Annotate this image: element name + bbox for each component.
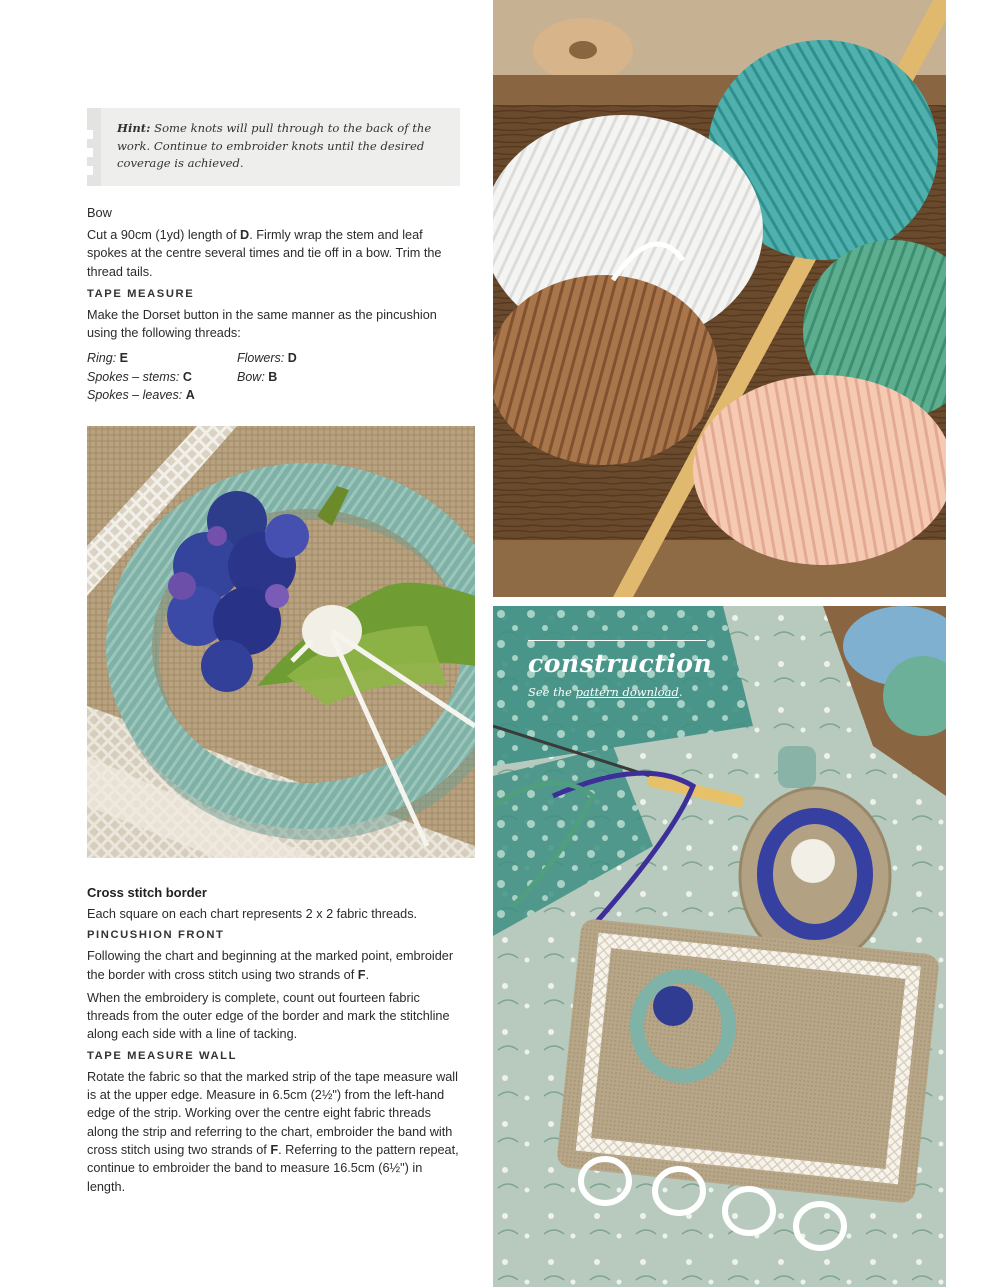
thread-list [87,349,387,405]
bow-instructions [87,226,462,281]
hint-box [87,108,460,186]
construction-sub-end: . [678,685,683,699]
thread-row [87,349,387,368]
tape-measure-text: Make the Dorset button in the same manner as the pincushion using the following threads: [87,308,437,341]
bow-text-after: . Firmly wrap the stem and leaf spokes at the centre several times and tie off in a bow. Trim the thread tails. [87,228,442,279]
cross-stitch-section [87,885,462,1196]
bow-section [87,204,462,281]
thread-label: Ring: [87,351,117,365]
thread-value: B [268,369,278,384]
thread-row [87,368,387,387]
thread-value: D [287,351,297,365]
finished-pieces-illustration [493,606,946,1287]
thread-bow [237,368,387,387]
yarn-box-illustration [493,0,946,597]
construction-rule [528,640,706,641]
pincushion-paragraph-1 [87,947,462,984]
bow-thread: D [240,228,250,242]
thread-label: Flowers: [237,351,285,365]
thread-value: C [182,369,192,384]
cross-stitch-heading: Cross stitch border [87,885,207,900]
thread-row [87,386,387,405]
thread-value: E [119,351,129,365]
thread-value: A [185,388,195,402]
hint-body: Some knots will pull through to the back of the work. Continue to embroider knots until the desired coverage is achieved. [117,121,432,170]
construction-sub-text: See the [528,685,576,699]
hint-notch [87,166,93,175]
yarn-box-photo [493,0,946,597]
pincushion-front-heading: PINCUSHION FRONT [87,929,225,942]
pincushion-paragraph-2: When the embroidery is complete, count out fourteen fabric threads from the outer edge of the border and mark the stitchline along each side with a line of tacking. [87,990,450,1042]
thread-label: Spokes – stems: [87,369,180,384]
wall-thread: F [270,1142,279,1157]
dorset-button-photo [87,426,475,858]
hint-notch [87,130,93,139]
cross-stitch-intro: Each square on each chart represents 2 x 2 fabric threads. [87,907,418,921]
tape-measure-wall-paragraph [87,1068,462,1196]
hint-notch [87,148,93,157]
tape-measure-heading: TAPE MEASURE [87,288,195,300]
pincushion-p1-end: . [365,967,370,982]
hint-label: Hint: [117,121,151,135]
thread-label: Bow: [237,369,265,384]
tape-measure-section [87,288,462,343]
bow-text-before: Cut a 90cm (1yd) length of [87,228,241,242]
wall-text-end: . Referring to the pattern repeat, continue to embroider the band to measure 16.5cm (6½") in length. [87,1142,459,1194]
bow-heading: Bow [87,205,112,220]
thread-spokes-leaves [87,386,250,405]
construction-callout [528,640,728,699]
pattern-download-link[interactable]: pattern download [575,685,679,699]
tape-measure-wall-heading: TAPE MEASURE WALL [87,1049,238,1062]
construction-subtitle [528,685,728,699]
pincushion-p1-thread: F [357,967,366,982]
thread-spokes-stems [87,368,237,387]
thread-label: Spokes – leaves: [87,388,183,402]
finished-pieces-photo [493,606,946,1287]
thread-ring [87,349,237,368]
wall-text: Rotate the fabric so that the marked strip of the tape measure wall is at the upper edge. Measure in 6.5cm (2½") from the left-hand edge of the strip. Working over the centre eight fabric threads along the strip and referring to the chart, embroider the band with cross stitch using two strands of [87,1069,458,1157]
pincushion-p1-text: Following the chart and beginning at the marked point, embroider the border with cross stitch using two strands of [87,949,454,982]
dorset-button-illustration [87,426,475,858]
hint-text [117,120,446,173]
construction-title: construction [528,649,713,678]
thread-flowers [237,349,387,368]
